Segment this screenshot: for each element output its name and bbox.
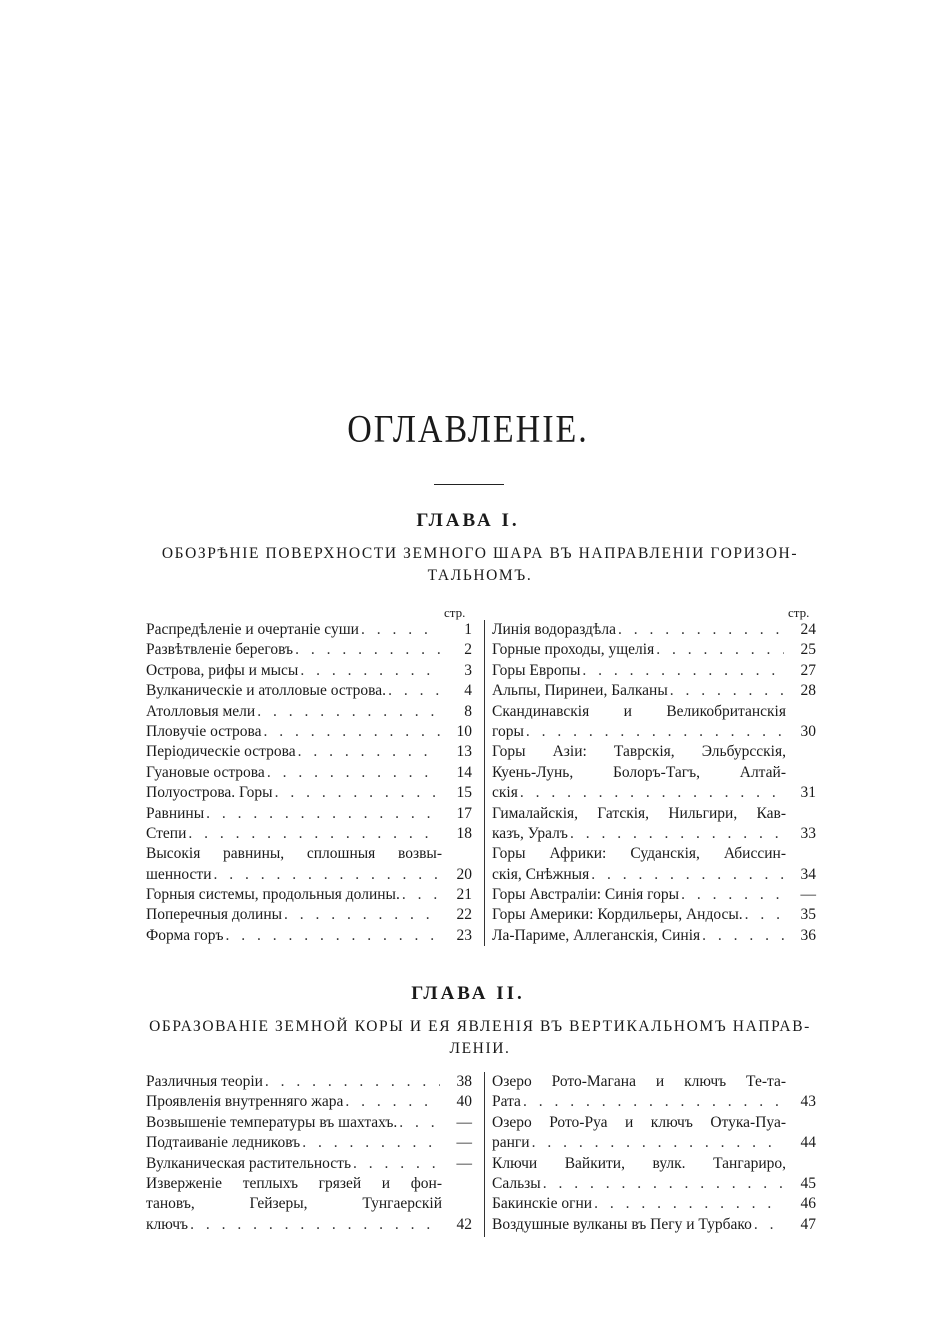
toc-entry bbox=[492, 1072, 816, 1092]
dot-leader bbox=[353, 1154, 440, 1174]
dot-leader bbox=[264, 722, 440, 742]
chapter-2-left-column bbox=[146, 1072, 472, 1235]
chapter-2-subtitle-line2: ЛЕНІИ. bbox=[449, 1040, 511, 1057]
toc-entry-title: горы bbox=[492, 722, 524, 740]
toc-entry bbox=[146, 804, 472, 824]
toc-entry-page: 35 bbox=[800, 906, 816, 924]
toc-entry-title: Горы Австраліи: Синія горы bbox=[492, 886, 680, 904]
toc-entry bbox=[146, 1113, 472, 1133]
toc-entry-page: 24 bbox=[800, 621, 816, 638]
dot-leader bbox=[214, 865, 441, 885]
toc-entry bbox=[492, 722, 816, 742]
toc-entry-page: 28 bbox=[800, 682, 816, 700]
toc-entry-page: 1 bbox=[464, 621, 472, 638]
toc-entry bbox=[146, 620, 472, 640]
toc-entry bbox=[492, 824, 816, 844]
toc-entry-title: Горы Азіи: Таврскія, Эльбурсскія, bbox=[492, 743, 786, 761]
toc-entry-page: 46 bbox=[800, 1195, 816, 1213]
toc-entry bbox=[492, 620, 816, 640]
toc-entry-page: 17 bbox=[456, 804, 472, 822]
toc-entry bbox=[146, 885, 472, 905]
page-column-label-left: стр. bbox=[444, 605, 466, 620]
toc-entry bbox=[492, 1194, 816, 1214]
toc-entry-title: Атолловыя мели bbox=[146, 702, 256, 720]
toc-entry-title: Горы Африки: Суданскія, Абиссин- bbox=[492, 845, 786, 863]
toc-entry-page: — bbox=[456, 1113, 472, 1131]
toc-entry-title: Озеро Рото-Руа и ключъ Отука-Пуа- bbox=[492, 1113, 786, 1131]
toc-entry-page: 31 bbox=[800, 784, 816, 802]
dot-leader bbox=[681, 885, 784, 905]
toc-entry-title: Вулканическая растительность bbox=[146, 1154, 352, 1172]
dot-leader bbox=[656, 640, 784, 660]
toc-entry bbox=[492, 865, 816, 885]
toc-entry-title: Гуановые острова bbox=[146, 763, 265, 781]
chapter-1-subtitle-line2: ТАЛЬНОМЪ. bbox=[427, 567, 533, 584]
dot-leader bbox=[618, 620, 784, 640]
toc-entry-title: Рата bbox=[492, 1093, 521, 1111]
toc-entry-title: Ключи Вайкити, вулк. Тангариро, bbox=[492, 1154, 786, 1172]
toc-entry-title: шенности bbox=[146, 865, 212, 883]
dot-leader bbox=[275, 783, 440, 803]
page-column-label-right: стр. bbox=[788, 605, 810, 620]
toc-entry bbox=[492, 1174, 816, 1194]
toc-entry-title: тановъ, Гейзеры, Тунгаерскій bbox=[146, 1195, 442, 1213]
toc-entry-page: 3 bbox=[464, 661, 472, 679]
toc-entry-page: 44 bbox=[800, 1134, 816, 1152]
dot-leader bbox=[190, 1215, 440, 1235]
dot-leader bbox=[300, 661, 440, 681]
toc-entry bbox=[492, 742, 816, 762]
dot-leader bbox=[402, 885, 440, 905]
toc-entry-page: 4 bbox=[464, 682, 472, 700]
toc-entry bbox=[146, 763, 472, 783]
toc-entry-page: 47 bbox=[800, 1215, 816, 1233]
toc-entry bbox=[146, 681, 472, 701]
toc-entry-title: Горныя системы, продольныя долины. bbox=[146, 886, 400, 904]
toc-entry bbox=[146, 722, 472, 742]
dot-leader bbox=[745, 905, 784, 925]
toc-entry-title: Альпы, Пиринеи, Балканы bbox=[492, 682, 668, 700]
dot-leader bbox=[594, 1194, 784, 1214]
toc-entry-page: 21 bbox=[456, 886, 472, 904]
toc-entry bbox=[146, 844, 472, 864]
toc-entry-title: Степи bbox=[146, 824, 187, 842]
dot-leader bbox=[206, 804, 440, 824]
chapter-2-subtitle bbox=[145, 1016, 815, 1060]
dot-leader bbox=[188, 824, 440, 844]
toc-entry-title: Проявленія внутренняго жара bbox=[146, 1093, 344, 1111]
toc-entry-title: Горные проходы, ущелія bbox=[492, 641, 655, 659]
toc-entry-title: ранги bbox=[492, 1134, 530, 1152]
toc-entry-page: 36 bbox=[800, 926, 816, 944]
toc-entry-title: Распредѣленіе и очертаніе суши bbox=[146, 621, 359, 638]
toc-entry-title: Полуострова. Горы bbox=[146, 784, 273, 802]
dot-leader bbox=[670, 681, 784, 701]
toc-entry bbox=[492, 1154, 816, 1174]
toc-entry bbox=[492, 661, 816, 681]
chapter-2-subtitle-line1: ОБРАЗОВАНІЕ ЗЕМНОЙ КОРЫ И ЕЯ ЯВЛЕНІЯ ВЪ ВЕРТИКАЛЬНОМЪ НАПРАВ- bbox=[149, 1018, 811, 1035]
dot-leader bbox=[532, 1133, 784, 1153]
toc-entry-title: скія, Снѣжныя bbox=[492, 865, 590, 883]
toc-entry bbox=[492, 1092, 816, 1112]
toc-entry-title: скія bbox=[492, 784, 518, 802]
dot-leader bbox=[591, 865, 784, 885]
toc-entry-page: 40 bbox=[456, 1093, 472, 1111]
toc-entry-title: Высокія равнины, сплошныя возвы- bbox=[146, 845, 442, 863]
toc-entry-page: 22 bbox=[456, 906, 472, 924]
dot-leader bbox=[225, 926, 440, 946]
toc-entry bbox=[146, 702, 472, 722]
toc-entry bbox=[492, 1215, 816, 1235]
dot-leader bbox=[399, 1113, 440, 1133]
toc-entry-page: 34 bbox=[800, 865, 816, 883]
toc-entry-page: 18 bbox=[456, 824, 472, 842]
toc-entry-title: Пловучіе острова bbox=[146, 722, 262, 740]
dot-leader bbox=[570, 824, 784, 844]
toc-entry-page: 14 bbox=[456, 763, 472, 781]
toc-entry-page: 42 bbox=[456, 1215, 472, 1233]
toc-entry bbox=[492, 783, 816, 803]
dot-leader bbox=[257, 702, 440, 722]
chapter-1-left-column bbox=[146, 620, 472, 946]
toc-entry-title: Воздушные вулканы въ Пегу и Турбако bbox=[492, 1215, 752, 1233]
toc-entry-page: 30 bbox=[800, 722, 816, 740]
page-title: ОГЛАВЛЕНІЕ. bbox=[347, 408, 589, 451]
toc-entry-title: Линія водораздѣла bbox=[492, 621, 616, 638]
chapter-2-right-column bbox=[492, 1072, 816, 1235]
toc-entry bbox=[146, 1133, 472, 1153]
toc-entry-title: Изверженіе теплыхъ грязей и фон- bbox=[146, 1174, 442, 1192]
toc-entry-title: Куень-Лунь, Болоръ-Тагъ, Алтай- bbox=[492, 763, 786, 781]
toc-entry-title: Періодическіе острова bbox=[146, 743, 296, 761]
toc-entry-title: Форма горъ bbox=[146, 926, 224, 944]
toc-entry-page: 45 bbox=[800, 1174, 816, 1192]
toc-entry-page: 15 bbox=[456, 784, 472, 802]
toc-entry-title: Различныя теоріи bbox=[146, 1073, 263, 1090]
toc-entry bbox=[492, 763, 816, 783]
toc-entry bbox=[492, 905, 816, 925]
toc-entry bbox=[492, 681, 816, 701]
toc-entry bbox=[146, 824, 472, 844]
toc-entry-page: 25 bbox=[800, 641, 816, 659]
column-divider bbox=[484, 1072, 485, 1237]
toc-entry-page: 23 bbox=[456, 926, 472, 944]
dot-leader bbox=[265, 1072, 440, 1092]
toc-entry bbox=[492, 1113, 816, 1133]
chapter-1-subtitle-line1: ОБОЗРѢНІЕ ПОВЕРХНОСТИ ЗЕМНОГО ШАРА ВЪ НАПРАВЛЕНІИ ГОРИЗОН- bbox=[161, 545, 799, 562]
dot-leader bbox=[298, 742, 440, 762]
dot-leader bbox=[702, 926, 784, 946]
dot-leader bbox=[523, 1092, 784, 1112]
toc-entry-page: 20 bbox=[456, 865, 472, 883]
toc-entry-title: Поперечныя долины bbox=[146, 906, 283, 924]
toc-entry bbox=[492, 702, 816, 722]
toc-entry-title: Развѣтвленіе береговъ bbox=[146, 641, 294, 659]
toc-entry-page: 27 bbox=[800, 661, 816, 679]
toc-entry-page: 13 bbox=[456, 743, 472, 761]
toc-entry-page: 2 bbox=[464, 641, 472, 659]
toc-entry bbox=[146, 926, 472, 946]
toc-entry bbox=[146, 1092, 472, 1112]
dot-leader bbox=[284, 905, 440, 925]
dot-leader bbox=[345, 1092, 440, 1112]
dot-leader bbox=[543, 1174, 784, 1194]
toc-entry-title: Горы Америки: Кордильеры, Андосы. bbox=[492, 906, 743, 924]
toc-entry bbox=[146, 1154, 472, 1174]
toc-entry-title: Равнины bbox=[146, 804, 205, 822]
chapter-1-heading: ГЛАВА I. bbox=[416, 510, 520, 531]
toc-entry-title: Бакинскіе огни bbox=[492, 1195, 593, 1213]
toc-entry-title: казъ, Уралъ bbox=[492, 824, 568, 842]
toc-entry-title: Острова, рифы и мысы bbox=[146, 661, 299, 679]
dot-leader bbox=[520, 783, 784, 803]
toc-entry-page: — bbox=[456, 1154, 472, 1172]
toc-entry bbox=[492, 885, 816, 905]
toc-entry-title: Сальзы bbox=[492, 1174, 541, 1192]
dot-leader bbox=[388, 681, 440, 701]
toc-entry-page: 10 bbox=[456, 722, 472, 740]
toc-entry-title: Озеро Рото-Магана и ключъ Те-та- bbox=[492, 1073, 786, 1090]
toc-entry-page: 33 bbox=[800, 824, 816, 842]
toc-entry bbox=[146, 1072, 472, 1092]
dot-leader bbox=[267, 763, 440, 783]
toc-entry-title: Горы Европы bbox=[492, 661, 581, 679]
toc-entry bbox=[492, 1133, 816, 1153]
toc-entry bbox=[492, 844, 816, 864]
toc-entry-page: 43 bbox=[800, 1093, 816, 1111]
title-divider bbox=[434, 484, 504, 485]
toc-entry-title: Ла-Париме, Аллеганскія, Синія bbox=[492, 926, 701, 944]
toc-entry bbox=[146, 865, 472, 885]
dot-leader bbox=[302, 1133, 440, 1153]
dot-leader bbox=[754, 1215, 784, 1235]
toc-entry-page: 38 bbox=[456, 1073, 472, 1090]
toc-entry-title: Подтаиваніе ледниковъ bbox=[146, 1134, 301, 1152]
dot-leader bbox=[582, 661, 784, 681]
dot-leader bbox=[361, 620, 440, 640]
toc-entry bbox=[492, 804, 816, 824]
toc-entry bbox=[146, 661, 472, 681]
toc-entry bbox=[146, 742, 472, 762]
dot-leader bbox=[526, 722, 784, 742]
toc-entry bbox=[492, 640, 816, 660]
toc-entry bbox=[492, 926, 816, 946]
chapter-1-right-column bbox=[492, 620, 816, 946]
toc-entry bbox=[146, 783, 472, 803]
toc-entry bbox=[146, 1215, 472, 1235]
column-divider bbox=[484, 620, 485, 946]
toc-entry-title: Вулканическіе и атолловые острова. bbox=[146, 682, 387, 700]
chapter-2-heading: ГЛАВА II. bbox=[411, 983, 525, 1004]
toc-entry-title: Возвышеніе температуры въ шахтахъ. bbox=[146, 1113, 398, 1131]
toc-entry-title: Скандинавскія и Великобританскія bbox=[492, 702, 786, 720]
toc-entry bbox=[146, 1194, 472, 1214]
toc-entry bbox=[146, 640, 472, 660]
dot-leader bbox=[295, 640, 440, 660]
toc-entry-page: — bbox=[456, 1134, 472, 1152]
toc-entry-page: — bbox=[800, 886, 816, 904]
toc-entry-page: 8 bbox=[464, 702, 472, 720]
toc-entry bbox=[146, 1174, 472, 1194]
toc-entry-title: Гималайскія, Гатскія, Нильгири, Кав- bbox=[492, 804, 786, 822]
chapter-1-subtitle bbox=[145, 543, 815, 587]
toc-entry-title: ключъ bbox=[146, 1215, 189, 1233]
toc-entry bbox=[146, 905, 472, 925]
